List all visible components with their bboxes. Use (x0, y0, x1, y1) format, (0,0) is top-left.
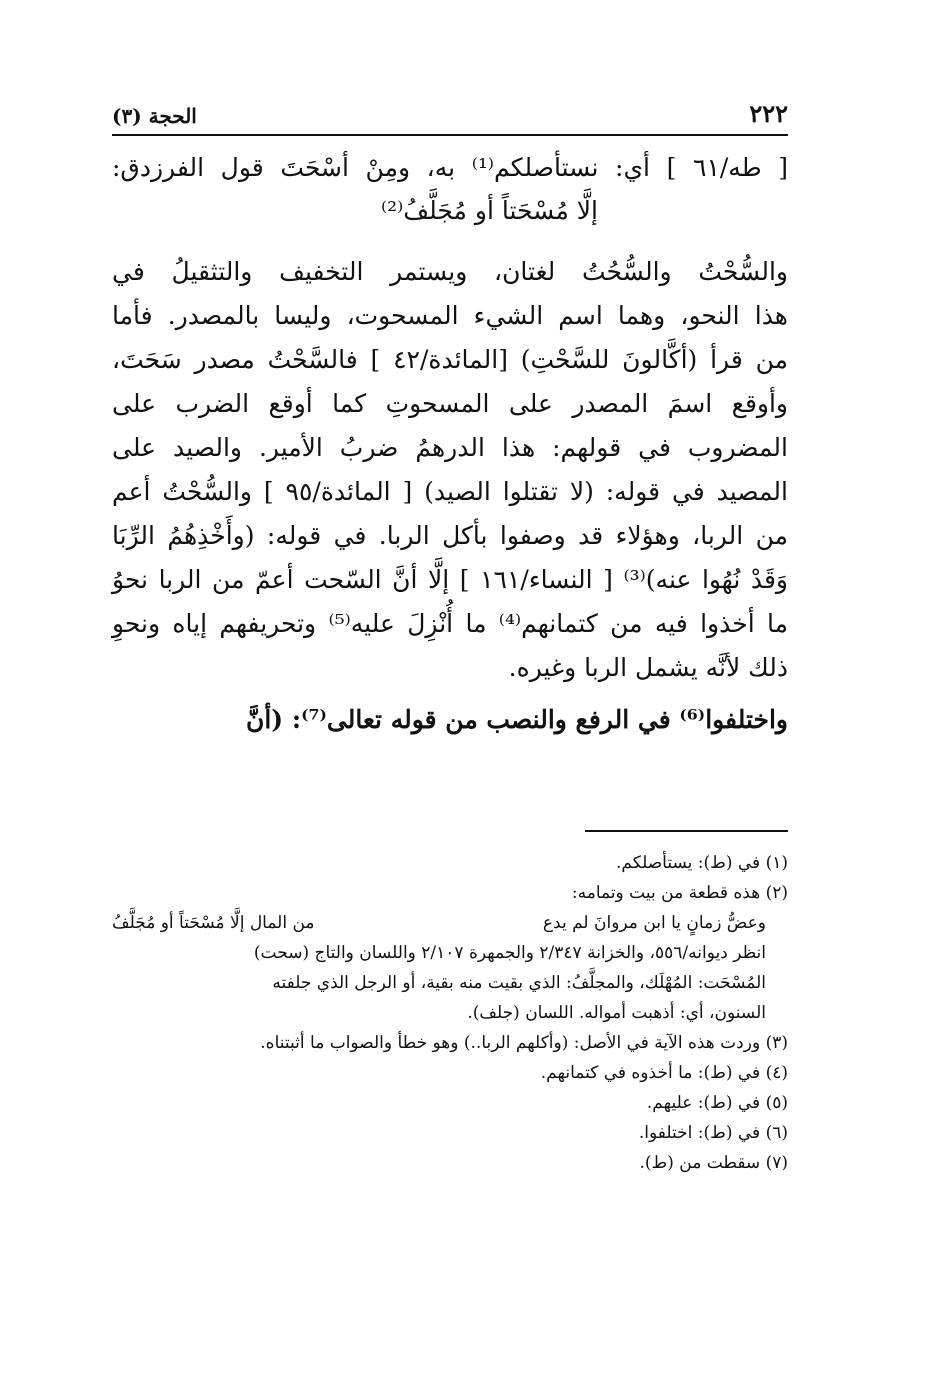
paragraph-line: وَقَدْ نُهُوا عنه)⁽³⁾ [ النساء/١٦١ ] إلَّا أنَّ السّحت أعمّ من الربا نحوُ (112, 565, 788, 594)
paragraph-line: والسُّحْتُ والسُّحُتُ لغتان، ويستمر التخفيف والتثقيلُ في (112, 257, 788, 286)
footnote-1: (١) في (ط): يستأصلكم. (615, 853, 788, 873)
paragraph-line: هذا النحو، وهما اسم الشيء المسحوت، وليسا بالمصدر. فأما (112, 301, 788, 330)
footnote-4: (٤) في (ط): ما أخذوه في كتمانهم. (540, 1063, 788, 1083)
verse-first-hemistich: وعضُّ زمانٍ يا ابن مروانَ لم يدع (542, 913, 766, 933)
footnote-2-gloss: المُسْحَت: المُهْلَك، والمجلَّفُ: الذي بقيت منه بقية، أو الرجل الذي جلفته (272, 973, 766, 993)
main-text (112, 146, 788, 742)
footnote-separator (585, 830, 788, 832)
footnotes (112, 848, 788, 1178)
paragraph-line: المضروب في قولهم: هذا الدرهمُ ضربُ الأمير. والصيد على (112, 433, 788, 462)
page-number: ٢٢٢ (749, 99, 788, 128)
footnote-2-refs: انظر ديوانه/٥٥٦، والخزانة ٢/٣٤٧ والجمهرة ٢/١٠٧ واللسان والتاج (سحت) (253, 943, 766, 963)
paragraph-line: ذلك لأنَّه يشمل الربا وغيره. (508, 653, 788, 682)
footnote-7: (٧) سقطت من (ط). (639, 1153, 788, 1173)
poetry-verse: إلَّا مُسْحَتاً أو مُجَلَّفُ⁽²⁾ (380, 196, 598, 225)
paragraph-line: ما أخذوا فيه من كتمانهم⁽⁴⁾ ما أُنْزِلَ عليه⁽⁵⁾ وتحريفهم إياه ونحوِ (112, 609, 788, 638)
intro-line: [ طه/٦١ ] أي: نستأصلكم⁽¹⁾ به، ومِنْ أسْحَتَ قول الفرزدق: (112, 153, 788, 182)
paragraph-1 (112, 250, 788, 690)
footnote-2-verse (112, 908, 788, 938)
paragraph-line: المصيد في قوله: (لا تقتلوا الصيد) [ المائدة/٩٥ ] والسُّحْتُ أعم (112, 477, 788, 506)
book-title: الحجة (٣) (112, 104, 197, 128)
verse-second-hemistich: من المال إلَّا مُسْحَتاً أو مُجَلَّفُ (112, 913, 315, 933)
paragraph-line: وأوقع اسمَ المصدر على المسحوتِ كما أوقع الضرب على (112, 389, 788, 418)
paragraph-line: من قرأ (أكَّالونَ للسَّحْتِ) [المائدة/٤٢ ] فالسَّحْتُ مصدر سَحَتَ، (112, 345, 788, 374)
footnote-3: (٣) وردت هذه الآية في الأصل: (وأكلهم الربا..) وهو خطأ والصواب ما أثبتناه. (260, 1033, 788, 1053)
paragraph-2: واختلفوا⁽⁶⁾ في الرفع والنصب من قوله تعالى⁽⁷⁾: (أنَّ (246, 705, 788, 734)
footnote-6: (٦) في (ط): اختلفوا. (638, 1123, 788, 1143)
footnote-2: (٢) هذه قطعة من بيت وتمامه: (571, 883, 788, 903)
paragraph-line: من الربا، وهؤلاء قد وصفوا بأكل الربا. في قوله: (وأَخْذِهُمُ الرِّبَا (112, 521, 788, 550)
footnote-2-gloss-cont: السنون، أي: أذهبت أمواله. اللسان (جلف). (467, 1003, 766, 1023)
page-header (112, 88, 788, 136)
footnote-5: (٥) في (ط): عليهم. (646, 1093, 788, 1113)
